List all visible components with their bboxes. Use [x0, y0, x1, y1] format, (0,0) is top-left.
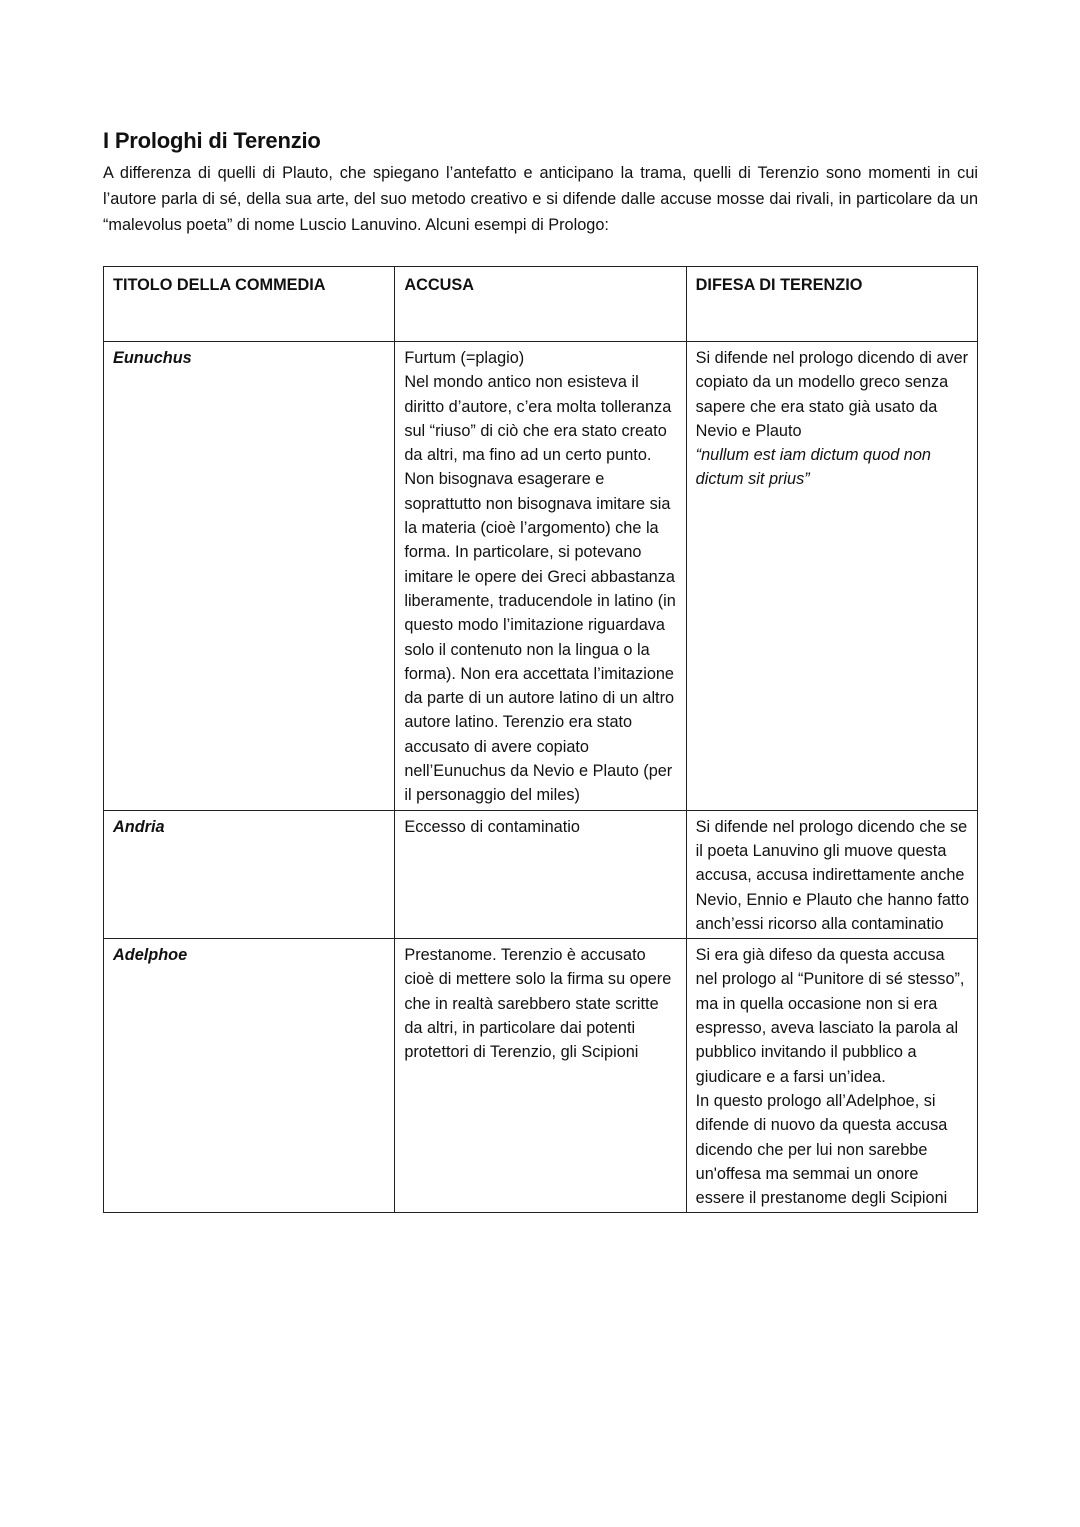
- table-row: [104, 810, 978, 938]
- difesa-text-continued: In questo prologo all’Adelphoe, si difende di nuovo da questa accusa dicendo che per lui non sarebbe un'offesa ma semmai un onore essere il prestanome degli Scipioni: [695, 1091, 948, 1208]
- row-difesa-andria: Si difende nel prologo dicendo che se il poeta Lanuvino gli muove questa accusa, accusa indirettamente anche Nevio, Ennio e Plauto che hanno fatto anch’essi ricorso alla contaminatio: [686, 810, 977, 938]
- row-accusa-eunuchus: [395, 342, 686, 811]
- table-row: [104, 939, 978, 1213]
- intro-paragraph: A differenza di quelli di Plauto, che spiegano l’antefatto e anticipano la trama, quelli di Terenzio sono momenti in cui l’autore parla di sé, della sua arte, del suo metodo creativo e si difende dalle accuse mosse dai rivali, in particolare da un “malevolus poeta” di nome Luscio Lanuvino. Alcuni esempi di Prologo:: [103, 164, 978, 234]
- document-title: I Prologhi di Terenzio: [103, 128, 321, 153]
- row-title-eunuchus: Eunuchus: [104, 342, 395, 811]
- difesa-text: Si era già difeso da questa accusa nel prologo al “Punitore di sé stesso”, ma in quella occasione non si era espresso, aveva lasciato la parola al pubblico invitando il pubblico a giudicare e a farsi un’idea.: [695, 946, 965, 1086]
- difesa-quote: “nullum est iam dictum quod non dictum sit prius”: [695, 446, 931, 489]
- header-difesa: DIFESA DI TERENZIO: [686, 267, 977, 342]
- prologues-table: [103, 266, 978, 1213]
- row-difesa-adelphoe: [686, 939, 977, 1213]
- row-title-adelphoe: Adelphoe: [104, 939, 395, 1213]
- row-difesa-eunuchus: [686, 342, 977, 811]
- table-header-row: [104, 267, 978, 342]
- table-row: [104, 342, 978, 811]
- accusa-text: Nel mondo antico non esisteva il diritto d’autore, c’era molta tolleranza sul “riuso” di ciò che era stato creato da altri, ma fino ad un certo punto. Non bisognava esagerare e soprattutto non bisognava imitare sia la materia (cioè l’argomento) che la forma. In particolare, si potevano imitare le opere dei Greci abbastanza liberamente, traducendole in latino (in questo modo l’imitazione riguardava solo il contenuto non la lingua o la forma). Non era accettata l’imitazione da parte di un autore latino di un altro autore latino. Terenzio era stato accusato di avere copiato nell’Eunuchus da Nevio e Plauto (per il personaggio del miles): [404, 373, 676, 805]
- difesa-text: Si difende nel prologo dicendo di aver copiato da un modello greco senza sapere che era stato già usato da Nevio e Plauto: [695, 349, 969, 440]
- header-titolo: TITOLO DELLA COMMEDIA: [104, 267, 395, 342]
- accusa-heading: Furtum (=plagio): [404, 349, 525, 367]
- row-accusa-adelphoe: Prestanome. Terenzio è accusato cioè di mettere solo la firma su opere che in realtà sarebbero state scritte da altri, in particolare dai potenti protettori di Terenzio, gli Scipioni: [395, 939, 686, 1213]
- row-accusa-andria: Eccesso di contaminatio: [395, 810, 686, 938]
- header-accusa: ACCUSA: [395, 267, 686, 342]
- document-page: [103, 128, 978, 1208]
- row-title-andria: Andria: [104, 810, 395, 938]
